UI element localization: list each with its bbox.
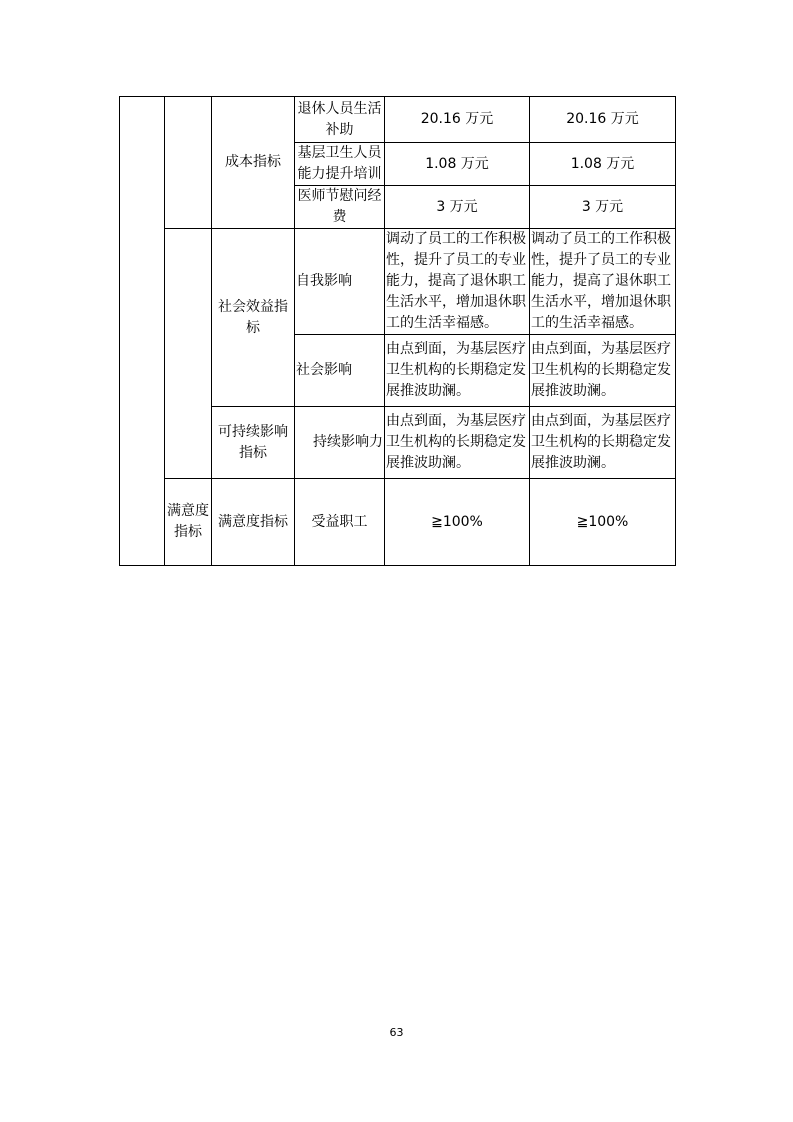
category-social-benefit: 社会效益指标	[212, 229, 295, 407]
table-row	[120, 479, 676, 566]
table-row	[120, 97, 676, 143]
indicator-name: 基层卫生人员能力提升培训	[295, 143, 385, 186]
category-cost: 成本指标	[212, 97, 295, 229]
actual-value: 由点到面，为基层医疗卫生机构的长期稳定发展推波助澜。	[530, 407, 676, 479]
level2-satisfaction: 满意度指标	[165, 479, 212, 566]
target-value: 调动了员工的工作积极性，提升了员工的专业能力，提高了退休职工生活水平，增加退休职工的生活幸福感。	[385, 229, 530, 335]
target-value: ≧100%	[385, 479, 530, 566]
category-sustainable-impact: 可持续影响指标	[212, 407, 295, 479]
performance-indicator-table	[119, 96, 676, 566]
page-number: 63	[389, 1026, 404, 1039]
effect-indicator-cell	[165, 229, 212, 479]
target-value: 1.08 万元	[385, 143, 530, 186]
target-value: 由点到面，为基层医疗卫生机构的长期稳定发展推波助澜。	[385, 335, 530, 407]
target-value: 20.16 万元	[385, 97, 530, 143]
indicator-name: 社会影响	[295, 335, 385, 407]
actual-value: ≧100%	[530, 479, 676, 566]
indicator-name: 受益职工	[295, 479, 385, 566]
indicator-name: 自我影响	[295, 229, 385, 335]
table-row	[120, 229, 676, 335]
category-satisfaction: 满意度指标	[212, 479, 295, 566]
second-level-indicator-cell	[165, 97, 212, 229]
actual-value: 1.08 万元	[530, 143, 676, 186]
actual-value: 3 万元	[530, 186, 676, 229]
target-value: 3 万元	[385, 186, 530, 229]
indicator-name: 持续影响力	[295, 407, 385, 479]
actual-value: 由点到面，为基层医疗卫生机构的长期稳定发展推波助澜。	[530, 335, 676, 407]
actual-value: 调动了员工的工作积极性，提升了员工的专业能力，提高了退休职工生活水平，增加退休职工的生活幸福感。	[530, 229, 676, 335]
target-value: 由点到面，为基层医疗卫生机构的长期稳定发展推波助澜。	[385, 407, 530, 479]
indicator-name: 退休人员生活补助	[295, 97, 385, 143]
indicator-name: 医师节慰问经费	[295, 186, 385, 229]
first-level-indicator-cell	[120, 97, 165, 566]
actual-value: 20.16 万元	[530, 97, 676, 143]
